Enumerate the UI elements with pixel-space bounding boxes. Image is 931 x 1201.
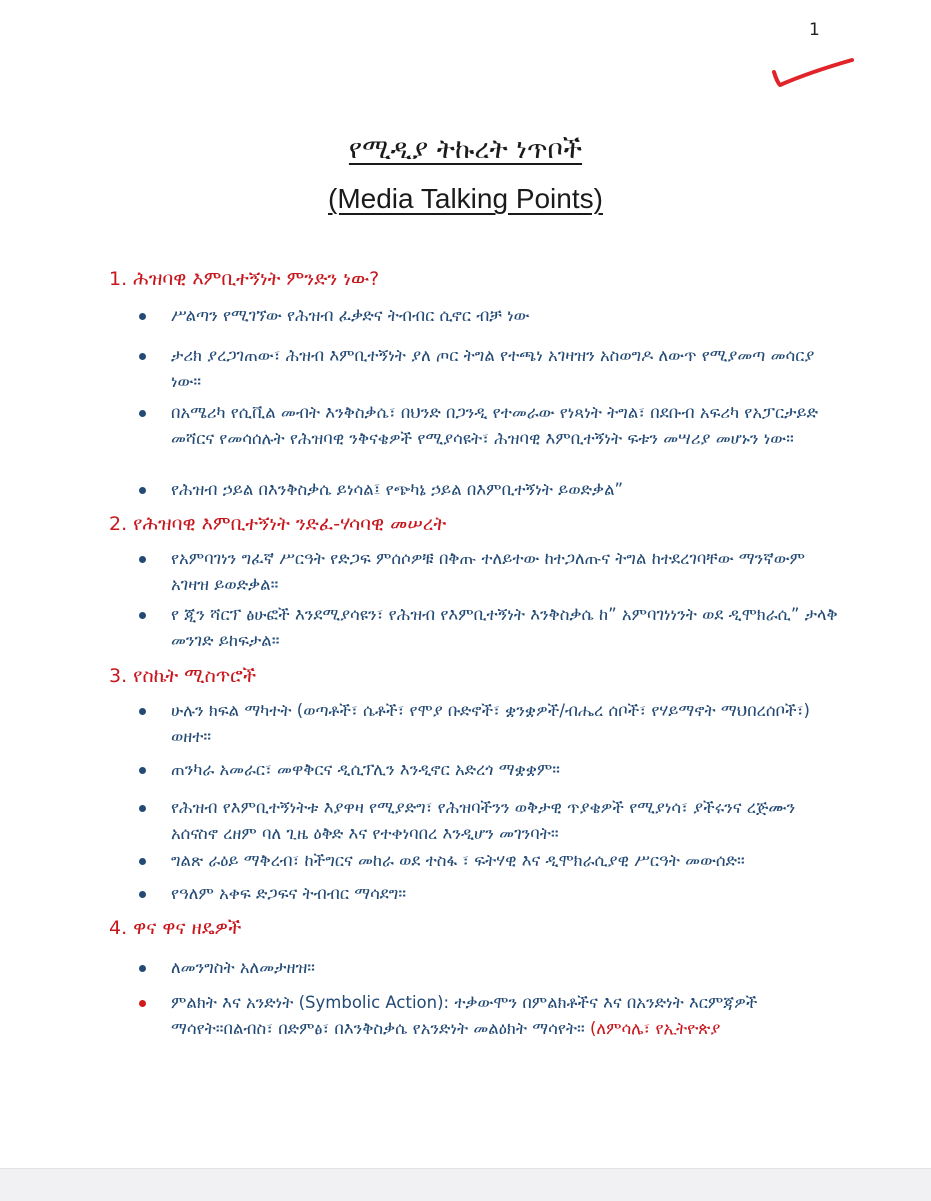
title-english: (Media Talking Points)	[328, 183, 603, 214]
bullet-dot-icon	[139, 353, 146, 360]
list-item-text: ሥልጣን የሚገኘው የሕዝብ ፈቃድና ትብብር ሲኖር ብቻ ነው	[171, 306, 530, 325]
bullet-dot-icon	[139, 708, 146, 715]
list-item-text: ለመንግስት አለመታዘዝ።	[171, 958, 315, 977]
list-item-text: በአሜሪካ የሲቪል መብት እንቅስቃሴ፣ በህንድ በጋንዲ የተመራው የነጻነት ትግል፣ በደቡብ አፍሪካ የአፓርታይድ መሻርና የመሳሰሉት የሕዝባዊ ንቅናቄዎች የሚያሳዩት፣ ሕዝባዊ እምቢተኝነት ፍቱን መሣሪያ መሆኑን ነው።	[171, 403, 819, 448]
list-item	[139, 698, 839, 750]
page-number: 1	[809, 20, 820, 40]
list-item-text: የሕዝብ የእምቢተኝነትቱ እያዋዛ የሚያድግ፣ የሕዝባችንን ወቅታዊ ጥያቄዎች የሚያነሳ፣ ያችሩንና ረጅሙን አሰናስኖ ረዘም ባለ ጊዜ ዕቅድ እና የተቀነባበረ እንዲሆን መገንባት።	[171, 798, 796, 843]
bullet-dot-icon	[139, 1000, 146, 1007]
bullet-dot-icon	[139, 556, 146, 563]
title-amharic: የሚዲያ ትኩረት ነጥቦች	[348, 134, 583, 165]
list-item-text: የአምባገነን ግፈኛ ሥርዓት የድጋፍ ምሰሶዎቹ በቅጡ ተለይተው ከተጋለጡና ትግል ከተደረገባቸው ማንኛውም አገዛዝ ይወድቃል።	[171, 549, 806, 594]
list-item-text: ጠንካራ አመራር፣ መዋቅርና ዲሲፕሊን እንዲኖር አድረጎ ማቋቋም።	[171, 760, 560, 779]
list-item	[139, 955, 839, 981]
bullet-dot-icon	[139, 965, 146, 972]
bullet-dot-icon	[139, 410, 146, 417]
section-heading: 2. የሕዝባዊ እምቢተኝነት ንድፈ-ሃሳባዊ መሠረት	[109, 513, 447, 535]
list-item	[139, 303, 839, 329]
red-check-mark-icon	[770, 52, 860, 92]
list-item	[139, 795, 839, 847]
bottom-bar	[0, 1168, 931, 1201]
list-item-text: የዓለም አቀፍ ድጋፍና ትብብር ማሳደግ።	[171, 884, 407, 903]
bullet-dot-icon	[139, 805, 146, 812]
list-item	[139, 881, 839, 907]
list-item	[139, 546, 839, 598]
list-item	[139, 602, 839, 654]
list-item	[139, 990, 839, 1042]
list-item-text: የ ጂን ሻርፕ ፅሁፎች እንደሚያሳዩን፣ የሕዝብ የእምቢተኝነት እንቅስቃሴ ከ” አምባገነነንት ወደ ዲሞክራሲ” ታላቅ መንገድ ይከፍታል።	[171, 605, 838, 650]
list-item-text-main: ምልክት እና አንድነት (Symbolic Action): ተቃውሞን በምልክቶችና እና በአንድነት እርምጃዎች ማሳየት።በልብስ፣ በድምፅ፣ በእንቅስቃሴ የአንድነት መልዕክት ማሳየት።	[171, 993, 758, 1038]
bullet-dot-icon	[139, 612, 146, 619]
list-item-text	[139, 990, 839, 1042]
list-item-text: ሁሉን ክፍል ማካተት (ወጣቶች፣ ሴቶች፣ የሞያ ቡድኖች፣ ቋንቋዎች/ብሔረ ሰቦች፣ የሃይማኖት ማህበረሰቦች፣) ወዘተ።	[171, 701, 810, 746]
bullet-dot-icon	[139, 858, 146, 865]
bullet-dot-icon	[139, 767, 146, 774]
section-heading: 3. የስኬት ሚስጥሮች	[109, 665, 257, 687]
list-item-text: ታሪክ ያረጋገጠው፣ ሕዝብ እምቢተኝነት ያለ ጦር ትግል የተጫነ አገዛዝን አስወግዶ ለውጥ የሚያመጣ መሳርያ ነው።	[171, 346, 815, 391]
list-item	[139, 757, 839, 783]
bullet-dot-icon	[139, 313, 146, 320]
list-item-text-red-tail: (ለምሳሌ፣ የኢትዮጵያ	[589, 1019, 721, 1038]
list-item-text: ግልጽ ራዕይ ማቅረብ፣ ከችግርና መከራ ወደ ተስፋ ፣ ፍትሃዊ እና ዲሞክራሲያዊ ሥርዓት መውሰድ።	[171, 851, 745, 870]
list-item	[139, 400, 839, 452]
bullet-dot-icon	[139, 891, 146, 898]
section-heading: 1. ሕዝባዊ እምቢተኝነት ምንድን ነው?	[109, 268, 380, 290]
list-item	[139, 848, 839, 874]
list-item	[139, 477, 839, 503]
section-heading: 4. ዋና ዋና ዘዴዎች	[109, 917, 242, 939]
list-item-text: የሕዝብ ኃይል በእንቅስቃሴ ይነሳል፤ የጭካኔ ኃይል በእምቢተኝነት ይወድቃል”	[171, 480, 624, 499]
bullet-dot-icon	[139, 487, 146, 494]
list-item	[139, 343, 839, 395]
